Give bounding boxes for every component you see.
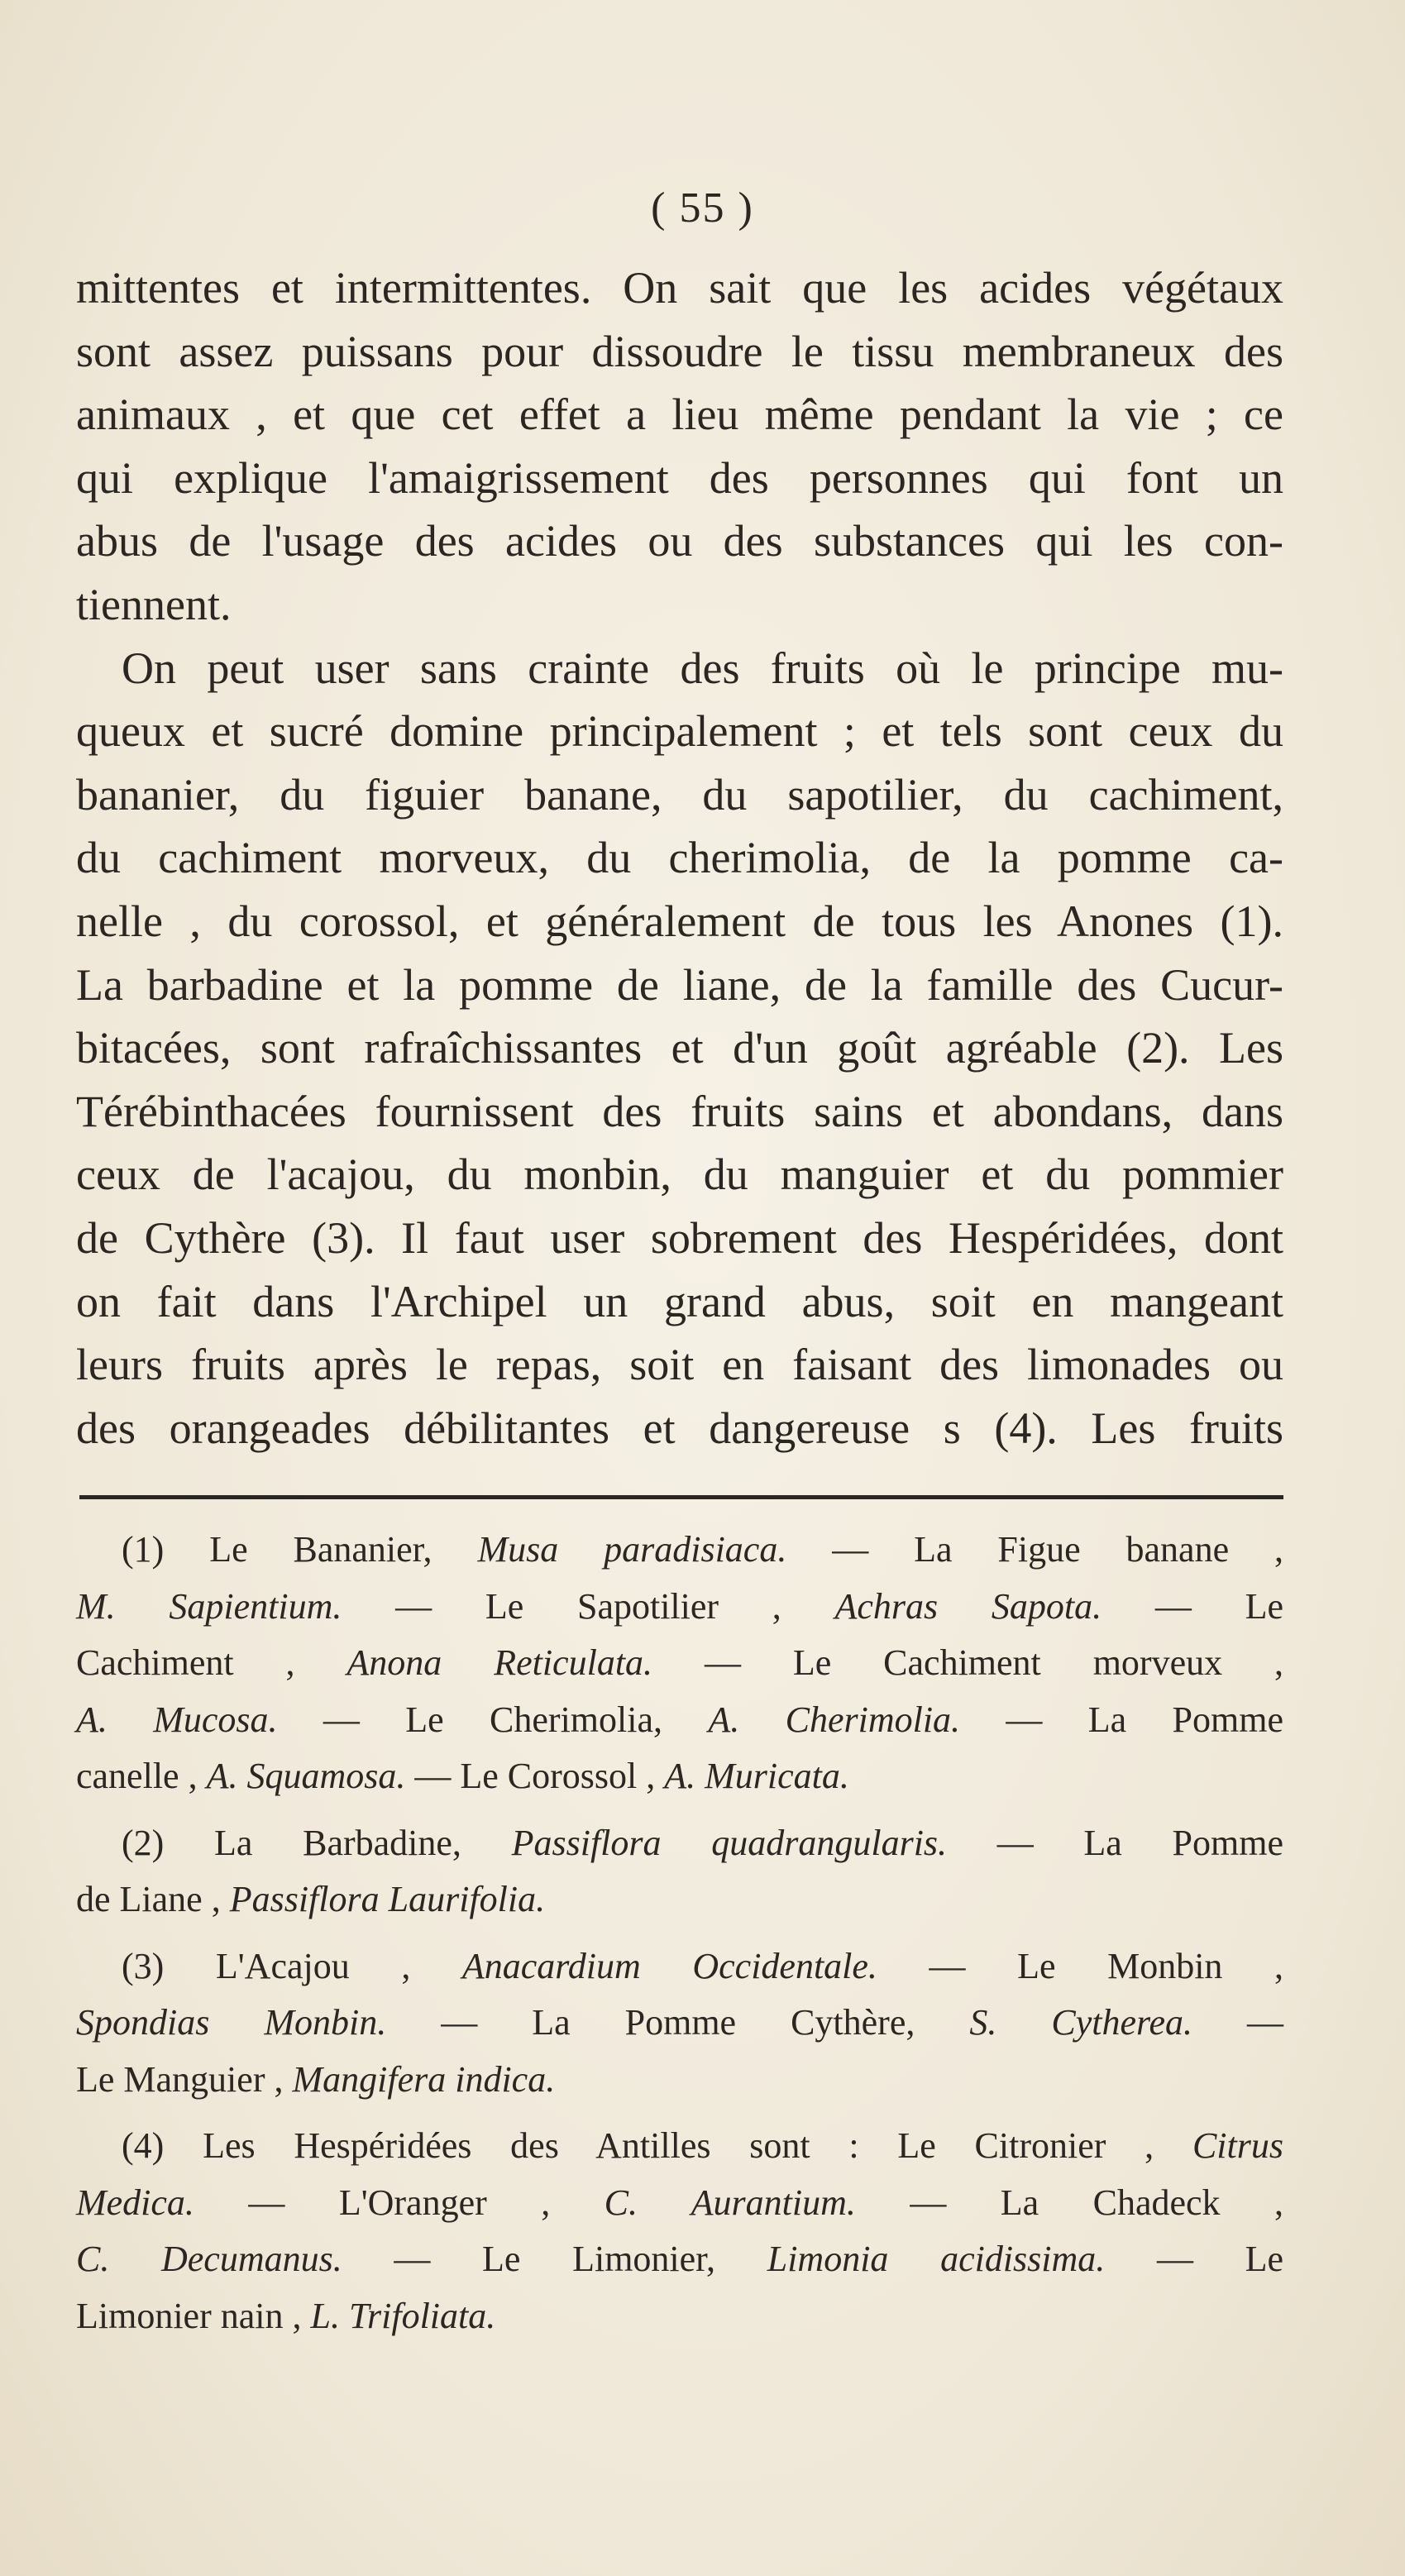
body-line: de Cythère (3). Il faut user sobrement des Hespéridées, dont	[76, 1212, 1283, 1263]
footnote-4-line: Limonier nain , L. Trifoliata.	[76, 2295, 496, 2336]
footnote-rule	[79, 1495, 1283, 1499]
footnote-2-line: (2) La Barbadine, Passiflora quadrangularis. — La Pomme	[122, 1822, 1283, 1863]
footnote-4-line: Medica. — L'Oranger , C. Aurantium. — La Chadeck ,	[76, 2182, 1284, 2223]
footnote-1-line: Cachiment , Anona Reticulata. — Le Cachiment morveux ,	[76, 1642, 1283, 1683]
footnote-3-line: Le Manguier , Mangifera indica.	[76, 2058, 556, 2100]
body-line: tiennent.	[76, 579, 232, 629]
footnote-4-line: C. Decumanus. — Le Limonier, Limonia acidissima. — Le	[76, 2239, 1283, 2279]
footnote-1-line: A. Mucosa. — Le Cherimolia, A. Cherimolia. — La Pomme	[76, 1699, 1283, 1740]
footnote-1-line: (1) Le Bananier, Musa paradisiaca. — La Figue banane ,	[122, 1529, 1283, 1570]
body-line: On peut user sans crainte des fruits où le principe mu-	[122, 643, 1283, 693]
body-line: bananier, du figuier banane, du sapotilier, du cachiment,	[76, 769, 1283, 820]
footnote-3-line: (3) L'Acajou , Anacardium Occidentale. — Le Monbin ,	[122, 1945, 1283, 1986]
body-line: mittentes et intermittentes. On sait que les acides végétaux	[76, 263, 1283, 313]
body-line: des orangeades débilitantes et dangereuse s (4). Les fruits	[76, 1403, 1283, 1453]
body-line: animaux , et que cet effet a lieu même pendant la vie ; ce	[76, 390, 1283, 440]
footnote-3-line: Spondias Monbin. — La Pomme Cythère, S. Cytherea. —	[76, 2002, 1284, 2043]
body-text	[76, 256, 1283, 1460]
body-line: qui explique l'amaigrissement des personnes qui font un	[76, 452, 1283, 503]
body-line: abus de l'usage des acides ou des substances qui les con-	[76, 516, 1283, 566]
footnote-1-line: M. Sapientium. — Le Sapotilier , Achras Sapota. — Le	[76, 1585, 1283, 1627]
body-line: queux et sucré domine principalement ; et tels sont ceux du	[76, 706, 1283, 757]
body-line: ceux de l'acajou, du monbin, du manguier et du pommier	[76, 1149, 1283, 1200]
page-number: ( 55 )	[651, 184, 754, 232]
body-line: bitacées, sont rafraîchissantes et d'un goût agréable (2). Les	[76, 1023, 1283, 1073]
body-line: leurs fruits après le repas, soit en faisant des limonades ou	[76, 1340, 1283, 1390]
body-line: nelle , du corossol, et généralement de tous les Anones (1).	[76, 896, 1283, 946]
body-line: du cachiment morveux, du cherimolia, de la pomme ca-	[76, 833, 1283, 883]
body-line: La barbadine et la pomme de liane, de la famille des Cucur-	[76, 959, 1283, 1010]
body-line: on fait dans l'Archipel un grand abus, soit en mangeant	[76, 1276, 1283, 1326]
footnote-1-line: canelle , A. Squamosa. — Le Corossol , A. Muricata.	[76, 1756, 849, 1796]
footnote-2-line: de Liane , Passiflora Laurifolia.	[76, 1879, 546, 1919]
body-line: Térébinthacées fournissent des fruits sains et abondans, dans	[76, 1086, 1283, 1136]
body-line: sont assez puissans pour dissoudre le tissu membraneux des	[76, 326, 1283, 376]
footnote-4-line: (4) Les Hespéridées des Antilles sont : Le Citronier , Citrus	[122, 2125, 1283, 2166]
footnotes	[76, 1522, 1283, 2344]
